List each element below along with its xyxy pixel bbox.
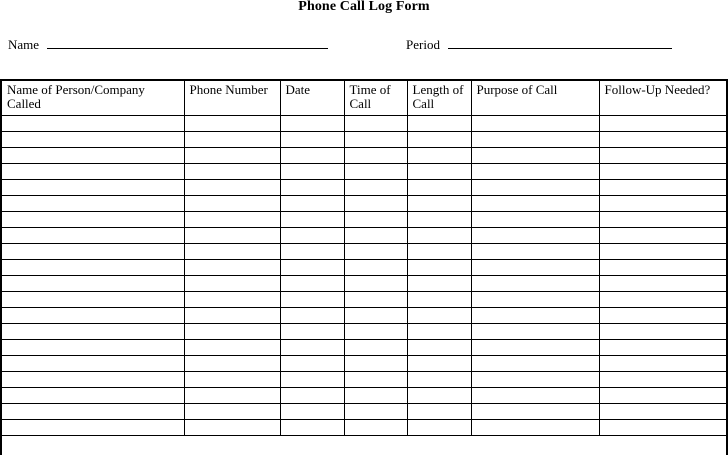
table-cell[interactable] [344,324,407,340]
table-row [2,148,726,164]
table-cell[interactable] [280,148,344,164]
table-cell[interactable] [280,228,344,244]
table-cell[interactable] [471,356,599,372]
period-blank-line[interactable] [448,37,672,49]
table-cell[interactable] [2,212,184,228]
table-cell[interactable] [471,164,599,180]
table-cell[interactable] [2,164,184,180]
table-cell[interactable] [407,212,471,228]
table-cell[interactable] [599,164,726,180]
log-body [2,116,726,436]
table-cell[interactable] [599,212,726,228]
col-header-length: Length of Call [407,81,471,116]
table-row [2,180,726,196]
table-cell[interactable] [2,180,184,196]
table-cell[interactable] [344,164,407,180]
table-cell[interactable] [471,276,599,292]
table-cell[interactable] [599,324,726,340]
table-cell[interactable] [344,420,407,436]
table-cell[interactable] [599,228,726,244]
table-cell[interactable] [471,404,599,420]
table-cell[interactable] [471,388,599,404]
table-cell[interactable] [2,132,184,148]
table-cell[interactable] [407,308,471,324]
name-label: Name [8,37,40,52]
table-cell[interactable] [344,276,407,292]
table-cell[interactable] [407,324,471,340]
table-cell[interactable] [184,324,280,340]
table-cell[interactable] [344,260,407,276]
table-cell[interactable] [184,260,280,276]
table-cell[interactable] [407,276,471,292]
table-cell[interactable] [407,148,471,164]
table-cell[interactable] [407,244,471,260]
name-blank-line[interactable] [47,37,328,49]
table-cell[interactable] [599,404,726,420]
table-cell[interactable] [407,116,471,132]
table-cell[interactable] [407,372,471,388]
table-row [2,372,726,388]
table-cell[interactable] [280,324,344,340]
table-row [2,388,726,404]
table-cell[interactable] [280,420,344,436]
table-cell[interactable] [344,132,407,148]
col-header-phone: Phone Number [184,81,280,116]
table-cell[interactable] [407,340,471,356]
table-cell[interactable] [280,340,344,356]
table-cell[interactable] [280,260,344,276]
table-cell[interactable] [344,388,407,404]
table-cell[interactable] [344,212,407,228]
table-cell[interactable] [280,292,344,308]
table-cell[interactable] [407,196,471,212]
table-cell[interactable] [407,404,471,420]
name-field [8,37,328,53]
col-header-date: Date [280,81,344,116]
table-cell[interactable] [184,180,280,196]
col-header-followup: Follow-Up Needed? [599,81,726,116]
table-cell[interactable] [2,340,184,356]
table-row [2,196,726,212]
table-cell[interactable] [280,180,344,196]
call-log-table [2,81,726,436]
table-cell[interactable] [280,356,344,372]
table-cell[interactable] [280,164,344,180]
table-row [2,228,726,244]
table-cell[interactable] [599,420,726,436]
table-cell[interactable] [280,372,344,388]
table-cell[interactable] [599,196,726,212]
table-cell[interactable] [407,292,471,308]
table-cell[interactable] [599,132,726,148]
table-cell[interactable] [184,196,280,212]
table-cell[interactable] [471,132,599,148]
col-header-name: Name of Person/Company Called [2,81,184,116]
table-cell[interactable] [184,148,280,164]
table-cell[interactable] [344,180,407,196]
table-cell[interactable] [471,212,599,228]
table-row [2,356,726,372]
table-cell[interactable] [2,420,184,436]
table-cell[interactable] [471,196,599,212]
table-cell[interactable] [2,276,184,292]
table-cell[interactable] [344,372,407,388]
table-cell[interactable] [184,356,280,372]
table-row [2,308,726,324]
table-cell[interactable] [2,324,184,340]
table-row [2,260,726,276]
table-cell[interactable] [280,244,344,260]
table-cell[interactable] [599,116,726,132]
table-cell[interactable] [407,388,471,404]
table-cell[interactable] [344,404,407,420]
table-cell[interactable] [407,180,471,196]
table-cell[interactable] [599,260,726,276]
table-cell[interactable] [407,356,471,372]
table-cell[interactable] [471,324,599,340]
table-cell[interactable] [344,228,407,244]
table-cell[interactable] [344,116,407,132]
table-row [2,276,726,292]
col-header-purpose: Purpose of Call [471,81,599,116]
period-field [406,37,672,53]
table-cell[interactable] [407,132,471,148]
table-cell[interactable] [407,228,471,244]
table-cell[interactable] [184,276,280,292]
table-cell[interactable] [407,420,471,436]
table-cell[interactable] [184,308,280,324]
table-row [2,340,726,356]
table-cell[interactable] [599,148,726,164]
table-cell[interactable] [407,164,471,180]
table-cell[interactable] [344,308,407,324]
table-row [2,116,726,132]
table-cell[interactable] [280,132,344,148]
table-row [2,132,726,148]
table-cell[interactable] [2,292,184,308]
table-cell[interactable] [280,388,344,404]
table-cell[interactable] [471,292,599,308]
table-cell[interactable] [344,244,407,260]
table-cell[interactable] [280,116,344,132]
table-cell[interactable] [599,244,726,260]
table-cell[interactable] [184,372,280,388]
table-cell[interactable] [2,356,184,372]
table-cell[interactable] [471,116,599,132]
table-row [2,404,726,420]
table-cell[interactable] [344,148,407,164]
table-row [2,292,726,308]
table-cell[interactable] [2,116,184,132]
table-cell[interactable] [184,116,280,132]
table-cell[interactable] [2,372,184,388]
table-cell[interactable] [599,388,726,404]
table-cell[interactable] [407,260,471,276]
table-cell[interactable] [2,196,184,212]
table-cell[interactable] [471,420,599,436]
table-cell[interactable] [471,260,599,276]
table-cell[interactable] [471,340,599,356]
table-cell[interactable] [471,308,599,324]
table-cell[interactable] [599,372,726,388]
table-cell[interactable] [599,276,726,292]
table-cell[interactable] [184,388,280,404]
table-cell[interactable] [280,212,344,228]
table-cell[interactable] [184,132,280,148]
table-cell[interactable] [344,292,407,308]
period-label: Period [406,37,440,52]
table-cell[interactable] [184,244,280,260]
table-cell[interactable] [471,228,599,244]
table-row [2,212,726,228]
table-row [2,244,726,260]
table-cell[interactable] [471,180,599,196]
table-cell[interactable] [280,404,344,420]
table-cell[interactable] [471,372,599,388]
table-cell[interactable] [280,276,344,292]
table-cell[interactable] [599,308,726,324]
table-cell[interactable] [2,404,184,420]
table-cell[interactable] [184,228,280,244]
table-cell[interactable] [184,340,280,356]
table-cell[interactable] [2,148,184,164]
table-cell[interactable] [2,388,184,404]
table-cell[interactable] [2,244,184,260]
header-row [2,81,726,116]
table-cell[interactable] [184,292,280,308]
form-title: Phone Call Log Form [298,0,430,14]
table-cell[interactable] [599,292,726,308]
table-cell[interactable] [2,228,184,244]
table-row [2,420,726,436]
col-header-time: Time of Call [344,81,407,116]
table-cell[interactable] [344,356,407,372]
table-cell[interactable] [184,420,280,436]
table-cell[interactable] [280,196,344,212]
table-cell[interactable] [2,260,184,276]
table-cell[interactable] [471,148,599,164]
table-cell[interactable] [184,164,280,180]
table-row [2,324,726,340]
table-cell[interactable] [2,308,184,324]
table-cell[interactable] [599,180,726,196]
table-cell[interactable] [184,212,280,228]
table-cell[interactable] [280,308,344,324]
table-cell[interactable] [599,356,726,372]
table-cell[interactable] [599,340,726,356]
table-cell[interactable] [344,196,407,212]
table-cell[interactable] [344,340,407,356]
table-cell[interactable] [184,404,280,420]
table-cell[interactable] [471,244,599,260]
table-row [2,164,726,180]
